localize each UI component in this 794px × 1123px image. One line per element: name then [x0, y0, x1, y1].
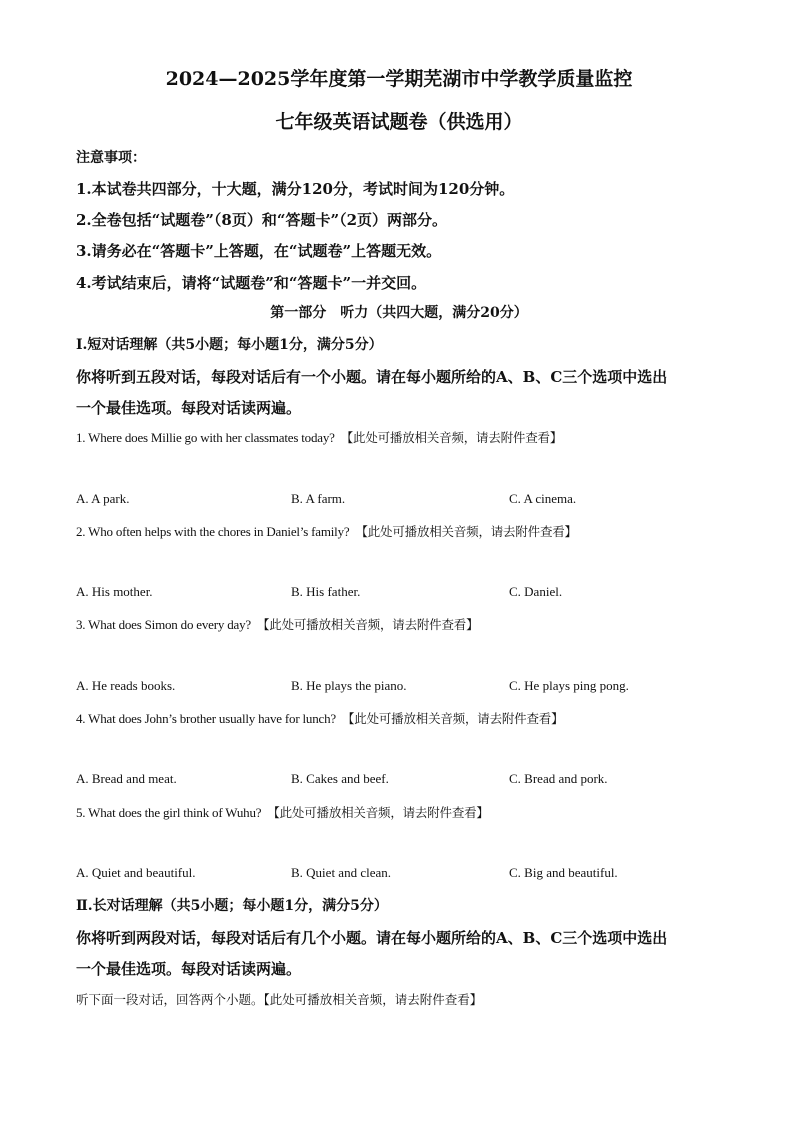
question-text: 5. What does the girl think of Wuhu? — [76, 805, 262, 820]
option-b: B. Cakes and beef. — [291, 771, 389, 786]
audio-note-link[interactable]: 【此处可播放相关音频，请去附件查看】 — [256, 617, 479, 632]
question-2 — [76, 522, 577, 540]
option-a: A. He reads books. — [76, 678, 176, 693]
notice-item: 4.考试结束后，请将“试题卷”和“答题卡”一并交回。 — [76, 274, 427, 292]
question-1 — [76, 428, 562, 446]
section-two-heading: Ⅱ.长对话理解（共5小题；每小题1分，满分5分） — [76, 898, 388, 914]
question-5 — [76, 803, 489, 821]
exam-subtitle: 七年级英语试题卷（供选用） — [275, 111, 523, 133]
section-two-instruction: 你将听到两段对话，每段对话后有几个小题。请在每小题所给的A、B、C三个选项中选出 — [76, 929, 668, 947]
option-a: A. Bread and meat. — [76, 771, 177, 786]
exam-title: 2024—2025学年度第一学期芜湖市中学教学质量监控 — [165, 68, 633, 90]
option-c: C. Bread and pork. — [509, 771, 608, 786]
option-b: B. Quiet and clean. — [291, 865, 391, 880]
section-two-instruction: 一个最佳选项。每段对话读两遍。 — [76, 960, 302, 978]
option-c: C. Daniel. — [509, 584, 563, 599]
notice-heading: 注意事项： — [76, 150, 146, 166]
option-b: B. A farm. — [291, 491, 346, 506]
question-text: 4. What does John’s brother usually have for lunch? — [76, 711, 336, 726]
option-c: C. Big and beautiful. — [509, 865, 618, 880]
audio-note-link[interactable]: 【此处可播放相关音频，请去附件查看】 — [267, 805, 489, 820]
option-a: A. His mother. — [76, 584, 153, 599]
option-c: C. He plays ping pong. — [509, 678, 629, 693]
option-a: A. A park. — [76, 491, 130, 506]
notice-item: 1.本试卷共四部分，十大题，满分120分，考试时间为120分钟。 — [76, 180, 515, 198]
audio-note-link[interactable]: 【此处可播放相关音频，请去附件查看】 — [340, 430, 563, 445]
notice-item: 3.请务必在“答题卡”上答题，在“试题卷”上答题无效。 — [76, 242, 442, 260]
option-b: B. He plays the piano. — [291, 678, 407, 693]
question-text: 2. Who often helps with the chores in Daniel’s family? — [76, 524, 350, 539]
option-b: B. His father. — [291, 584, 361, 599]
notice-item: 2.全卷包括“试题卷”（8页）和“答题卡”（2页）两部分。 — [76, 211, 448, 229]
section-one-instruction: 一个最佳选项。每段对话读两遍。 — [76, 399, 302, 417]
option-c: C. A cinema. — [509, 491, 577, 506]
question-4 — [76, 709, 563, 727]
question-text: 1. Where does Millie go with her classmates today? — [76, 430, 335, 445]
section-one-heading: Ⅰ.短对话理解（共5小题；每小题1分，满分5分） — [76, 337, 383, 353]
audio-note-link[interactable]: 【此处可播放相关音频，请去附件查看】 — [355, 524, 577, 539]
part-one-title: 第一部分 听力（共四大题，满分20分） — [270, 305, 528, 321]
audio-note-link[interactable]: 【此处可播放相关音频，请去附件查看】 — [341, 711, 564, 726]
option-a: A. Quiet and beautiful. — [76, 865, 196, 880]
question-3 — [76, 615, 478, 633]
question-text: 3. What does Simon do every day? — [76, 617, 251, 632]
listen-note[interactable]: 听下面一段对话，回答两个小题。【此处可播放相关音频，请去附件查看】 — [76, 992, 483, 1007]
section-one-instruction: 你将听到五段对话，每段对话后有一个小题。请在每小题所给的A、B、C三个选项中选出 — [76, 368, 668, 386]
